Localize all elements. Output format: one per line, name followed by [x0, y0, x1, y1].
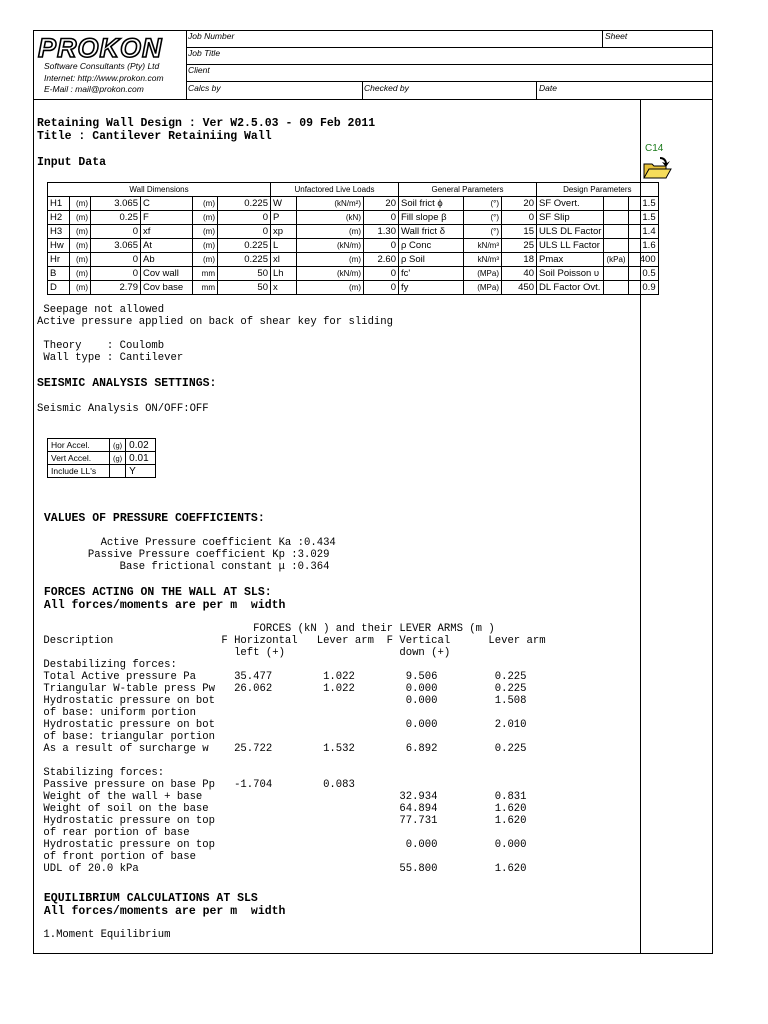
cell: 40 — [502, 267, 537, 281]
company-name: Software Consultants (Pty) Ltd — [44, 61, 160, 71]
svg-text:PROKON: PROKON — [38, 33, 163, 61]
table-row — [48, 439, 156, 452]
table-row — [48, 211, 659, 225]
cell: 0 — [364, 211, 399, 225]
cell: (m) — [193, 225, 218, 239]
cell: fc' — [399, 267, 464, 281]
cell: 1.4 — [628, 225, 658, 239]
cell: Soil Poisson υ — [537, 267, 604, 281]
cell: F — [141, 211, 193, 225]
header-row3-line — [186, 81, 713, 82]
cell — [110, 465, 126, 478]
forces-line: Hydrostatic pressure on bot 0.000 1.508 — [37, 695, 527, 707]
cell: (m) — [297, 225, 364, 239]
cell: x — [271, 281, 297, 295]
table-row — [48, 452, 156, 465]
cell — [604, 239, 628, 253]
cell: (m) — [70, 267, 91, 281]
table-row — [48, 465, 156, 478]
cell: (°) — [464, 197, 502, 211]
cell: H2 — [48, 211, 70, 225]
company-internet: Internet: http://www.prokon.com — [44, 73, 164, 83]
cell: 18 — [502, 253, 537, 267]
cell: 25 — [502, 239, 537, 253]
table-row — [48, 253, 659, 267]
cell: Pmax — [537, 253, 604, 267]
forces-line: left (+) down (+) — [37, 647, 451, 659]
cell: SF Slip — [537, 211, 604, 225]
cell: 0 — [364, 267, 399, 281]
forces-line: FORCES (kN ) and their LEVER ARMS (m ) — [37, 623, 495, 635]
cell: 0 — [218, 225, 271, 239]
cell: (kN/m²) — [297, 197, 364, 211]
cell: (m) — [193, 253, 218, 267]
cell: (g) — [110, 452, 126, 465]
forces-line: Stabilizing forces: — [37, 767, 165, 779]
forces-line: Hydrostatic pressure on bot 0.000 2.010 — [37, 719, 527, 731]
cell: 0 — [218, 211, 271, 225]
forces-line: Weight of soil on the base 64.894 1.620 — [37, 803, 527, 815]
forces-heading: FORCES ACTING ON THE WALL AT SLS: — [37, 586, 272, 599]
cell: 2.60 — [364, 253, 399, 267]
forces-line: Hydrostatic pressure on top 0.000 0.000 — [37, 839, 527, 851]
forces-line: Weight of the wall + base 32.934 0.831 — [37, 791, 527, 803]
seismic-table — [47, 438, 156, 478]
cell: (g) — [110, 439, 126, 452]
cell — [604, 281, 628, 295]
header-wall-dimensions: Wall Dimensions — [48, 183, 271, 197]
cell: xl — [271, 253, 297, 267]
cell: (kN/m) — [297, 239, 364, 253]
cell: (°) — [464, 211, 502, 225]
cell: 1.5 — [628, 211, 658, 225]
cell: 1.5 — [628, 197, 658, 211]
cell: Vert Accel. — [48, 452, 110, 465]
moment-equilibrium-line: 1.Moment Equilibrium — [37, 929, 171, 941]
cell: Hr — [48, 253, 70, 267]
cell: (m) — [70, 225, 91, 239]
cell: 3.065 — [91, 239, 141, 253]
forces-subheading: All forces/moments are per m width — [37, 599, 286, 612]
forces-line: Description F Horizontal Lever arm F Vertical Lever arm — [37, 635, 546, 647]
cell: (m) — [193, 239, 218, 253]
cell: Cov base — [141, 281, 193, 295]
header-checked-divider — [362, 81, 363, 100]
cell: (m) — [70, 253, 91, 267]
cell: 0.01 — [126, 452, 156, 465]
cell: 0 — [91, 267, 141, 281]
cell: 0 — [364, 239, 399, 253]
equilibrium-heading: EQUILIBRIUM CALCULATIONS AT SLS — [37, 892, 258, 905]
cell: (m) — [193, 197, 218, 211]
cell: 0.02 — [126, 439, 156, 452]
cell: kN/m³ — [464, 253, 502, 267]
cell: Hw — [48, 239, 70, 253]
cell: DL Factor Ovt. — [537, 281, 604, 295]
cell: (kN) — [297, 211, 364, 225]
cell: 50 — [218, 267, 271, 281]
cell: (m) — [70, 239, 91, 253]
wall-type-note: Wall type : Cantilever — [37, 352, 184, 364]
cell: ρ Soil — [399, 253, 464, 267]
cell: Ab — [141, 253, 193, 267]
cell: (m) — [193, 211, 218, 225]
prokon-logo — [36, 33, 184, 61]
cell: 0.25 — [91, 211, 141, 225]
company-email: E-Mail : mail@prokon.com — [44, 84, 144, 94]
table-row — [48, 239, 659, 253]
forces-line: Hydrostatic pressure on top 77.731 1.620 — [37, 815, 527, 827]
cell: 0.9 — [628, 281, 658, 295]
cell: (kN/m) — [297, 267, 364, 281]
cell — [604, 211, 628, 225]
header-live-loads: Unfactored Live Loads — [271, 183, 399, 197]
input-data-table — [47, 182, 659, 295]
cell: 450 — [502, 281, 537, 295]
cell: C — [141, 197, 193, 211]
table-row — [48, 197, 659, 211]
cell: H1 — [48, 197, 70, 211]
cell: 400 — [628, 253, 658, 267]
header-row2-line — [186, 64, 713, 65]
forces-line: Passive pressure on base Pp -1.704 0.083 — [37, 779, 355, 791]
date-label: Date — [539, 83, 557, 93]
cell: Fill slope β — [399, 211, 464, 225]
equilibrium-subheading: All forces/moments are per m width — [37, 905, 286, 918]
forces-line: of front portion of base — [37, 851, 196, 863]
cell: 3.065 — [91, 197, 141, 211]
cell: xf — [141, 225, 193, 239]
header-design-params: Design Parameters — [537, 183, 659, 197]
cell: mm — [193, 281, 218, 295]
cell: 0 — [502, 211, 537, 225]
header-row1-line — [186, 47, 713, 48]
forces-line: UDL of 20.0 kPa 55.800 1.620 — [37, 863, 527, 875]
table-row — [48, 267, 659, 281]
cell: B — [48, 267, 70, 281]
cell: Wall frict δ — [399, 225, 464, 239]
title-version: Retaining Wall Design : Ver W2.5.03 - 09 Feb 2011 — [37, 117, 376, 130]
seismic-status: Seismic Analysis ON/OFF:OFF — [37, 403, 209, 415]
cell: At — [141, 239, 193, 253]
cell: Lh — [271, 267, 297, 281]
cell: 0.225 — [218, 197, 271, 211]
client-label: Client — [188, 65, 210, 75]
table-row — [48, 281, 659, 295]
cell: (°) — [464, 225, 502, 239]
cell: 0.5 — [628, 267, 658, 281]
header-general-params: General Parameters — [399, 183, 537, 197]
cell: Cov wall — [141, 267, 193, 281]
cell: L — [271, 239, 297, 253]
cell: mm — [193, 267, 218, 281]
cell: Include LL's — [48, 465, 110, 478]
cell: (kPa) — [604, 253, 628, 267]
header-sheet-divider — [602, 30, 603, 47]
cell: (m) — [70, 211, 91, 225]
cell: 0 — [364, 281, 399, 295]
open-folder-icon[interactable] — [642, 156, 672, 185]
table-header-row — [48, 183, 659, 197]
job-title-label: Job Title — [188, 48, 221, 58]
header-date-divider — [536, 81, 537, 100]
title-name: Title : Cantilever Retainiing Wall — [37, 130, 272, 143]
input-data-heading: Input Data — [37, 156, 107, 169]
cell: 20 — [364, 197, 399, 211]
header-divider-logo — [186, 30, 187, 100]
forces-line: of base: uniform portion — [37, 707, 196, 719]
cell: 0.225 — [218, 239, 271, 253]
ka-line: Active Pressure coefficient Ka :0.434 — [37, 537, 336, 549]
mu-line: Base frictional constant μ :0.364 — [37, 561, 330, 573]
cell: Y — [126, 465, 156, 478]
forces-line: Total Active pressure Pa 35.477 1.022 9.506 0.225 — [37, 671, 527, 683]
table-row — [48, 225, 659, 239]
coefficients-heading: VALUES OF PRESSURE COEFFICIENTS: — [37, 512, 265, 525]
header-bottom-line — [33, 99, 713, 100]
cell: 0.225 — [218, 253, 271, 267]
theory-note: Theory : Coulomb — [37, 340, 165, 352]
cell: Soil frict ϕ — [399, 197, 464, 211]
cell: P — [271, 211, 297, 225]
cell: (MPa) — [464, 281, 502, 295]
cell: 1.6 — [628, 239, 658, 253]
sheet-label: Sheet — [605, 31, 628, 41]
seepage-note: Seepage not allowed — [37, 304, 165, 316]
cell: 20 — [502, 197, 537, 211]
cell: 15 — [502, 225, 537, 239]
cell: SF Overt. — [537, 197, 604, 211]
cell: (m) — [70, 197, 91, 211]
seismic-heading: SEISMIC ANALYSIS SETTINGS: — [37, 377, 217, 390]
cell: 1.30 — [364, 225, 399, 239]
forces-line: of rear portion of base — [37, 827, 190, 839]
kp-line: Passive Pressure coefficient Kp :3.029 — [37, 549, 330, 561]
cell: (MPa) — [464, 267, 502, 281]
cell: ULS LL Factor — [537, 239, 604, 253]
cell: D — [48, 281, 70, 295]
cell — [604, 267, 628, 281]
cell: 50 — [218, 281, 271, 295]
forces-line: Destabilizing forces: — [37, 659, 177, 671]
cell: Hor Accel. — [48, 439, 110, 452]
cell — [604, 225, 628, 239]
cell: 0 — [91, 253, 141, 267]
forces-line: Triangular W-table press Pw 26.062 1.022 0.000 0.225 — [37, 683, 527, 695]
checked-by-label: Checked by — [364, 83, 409, 93]
margin-tag: C14 — [645, 143, 664, 154]
cell: (m) — [70, 281, 91, 295]
forces-line: of base: triangular portion — [37, 731, 216, 743]
cell: (m) — [297, 281, 364, 295]
cell: 0 — [91, 225, 141, 239]
forces-line: As a result of surcharge w 25.722 1.532 6.892 0.225 — [37, 743, 527, 755]
cell: kN/m³ — [464, 239, 502, 253]
cell: H3 — [48, 225, 70, 239]
active-pressure-note: Active pressure applied on back of shear key for sliding — [37, 316, 394, 328]
calcs-by-label: Calcs by — [188, 83, 221, 93]
cell: fy — [399, 281, 464, 295]
job-number-label: Job Number — [188, 31, 235, 41]
cell: ρ Conc — [399, 239, 464, 253]
cell — [604, 197, 628, 211]
cell: ULS DL Factor — [537, 225, 604, 239]
cell: (m) — [297, 253, 364, 267]
cell: 2.79 — [91, 281, 141, 295]
cell: W — [271, 197, 297, 211]
cell: xp — [271, 225, 297, 239]
